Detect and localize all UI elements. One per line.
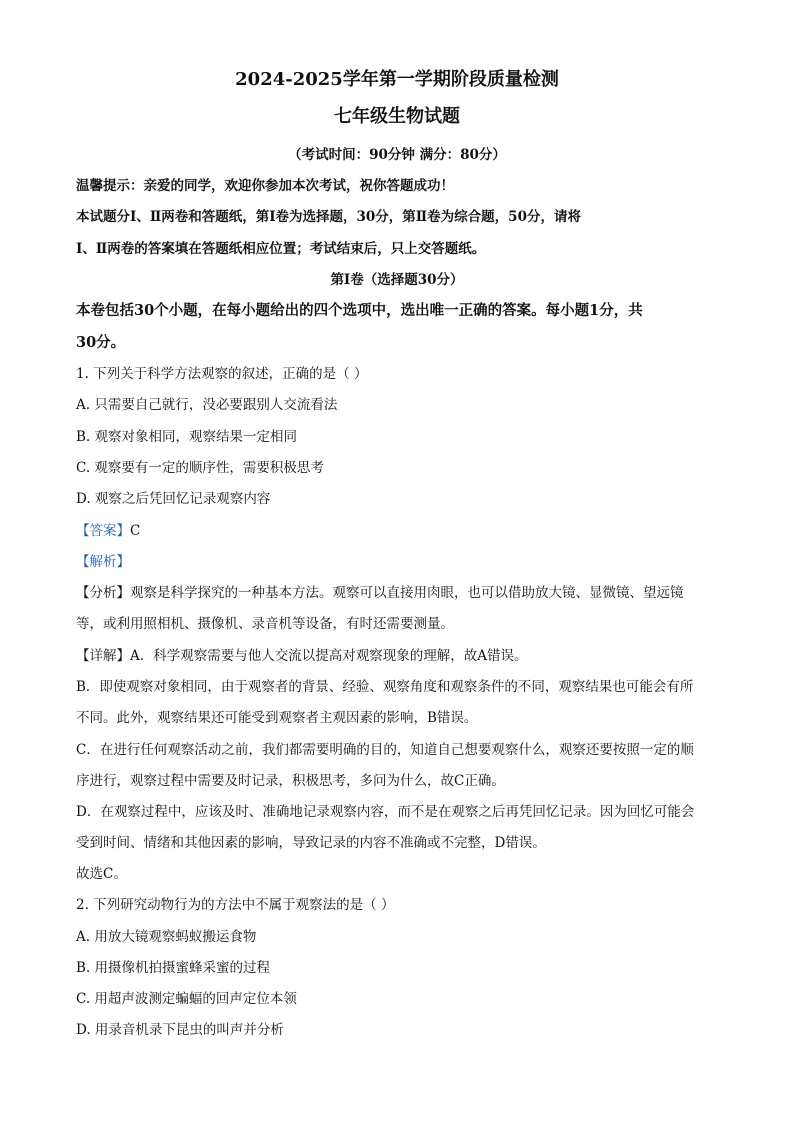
q2-option-d: D. 用录音机录下昆虫的叫声并分析 <box>76 1022 284 1038</box>
section-desc-2: 30分。 <box>76 334 126 351</box>
fenxi-line-2: 等，或利用照相机、摄像机、录音机等设备，有时还需要测量。 <box>76 616 454 632</box>
answer-tag: 【答案】 <box>76 523 130 539</box>
notice-line-1: 本试题分Ⅰ、Ⅱ两卷和答题纸，第Ⅰ卷为选择题，30分，第Ⅱ卷为综合题，50分，请将 <box>76 209 581 225</box>
analysis-tag: 【解析】 <box>76 554 130 570</box>
answer-value: C <box>130 523 141 539</box>
notice-greeting: 温馨提示：亲爱的同学，欢迎你参加本次考试，祝你答题成功！ <box>76 178 454 194</box>
section-heading: 第Ⅰ卷（选择题30分） <box>330 272 464 288</box>
xiangjie-line-8: 故选C。 <box>76 866 127 882</box>
q2-stem: 2. 下列研究动物行为的方法中不属于观察法的是（ ） <box>76 897 395 913</box>
section-desc-1: 本卷包括30个小题，在每小题给出的四个选项中，选出唯一正确的答案。每小题1分，共 <box>76 302 643 319</box>
xiangjie-line-1: 【详解】A．科学观察需要与他人交流以提高对观察现象的理解，故A错误。 <box>76 648 528 664</box>
fenxi-line-1: 【分析】观察是科学探究的一种基本方法。观察可以直接用肉眼，也可以借助放大镜、显微镜、望远镜 <box>76 585 684 601</box>
q1-option-b: B. 观察对象相同，观察结果一定相同 <box>76 429 298 445</box>
q1-option-c: C. 观察要有一定的顺序性，需要积极思考 <box>76 460 324 476</box>
xiangjie-line-2: B．即使观察对象相同，由于观察者的背景、经验、观察角度和观察条件的不同，观察结果也可能会有所 <box>76 679 694 695</box>
q1-answer-line <box>76 521 721 541</box>
q1-stem: 1. 下列关于科学方法观察的叙述，正确的是（ ） <box>76 366 368 382</box>
notice-line-2: Ⅰ、Ⅱ两卷的答案填在答题纸相应位置；考试结束后，只上交答题纸。 <box>76 241 486 257</box>
q2-option-b: B. 用摄像机拍摄蜜蜂采蜜的过程 <box>76 960 271 976</box>
xiangjie-line-6: D．在观察过程中，应该及时、准确地记录观察内容，而不是在观察之后再凭回忆记录。因为回忆可能会 <box>76 804 695 820</box>
q2-option-c: C. 用超声波测定蝙蝠的回声定位本领 <box>76 991 297 1007</box>
exam-subtitle: 七年级生物试题 <box>334 106 460 127</box>
q2-option-a: A. 用放大镜观察蚂蚁搬运食物 <box>76 929 257 945</box>
xiangjie-line-3: 不同。此外，观察结果还可能受到观察者主观因素的影响，B错误。 <box>76 710 478 726</box>
xiangjie-line-5: 序进行，观察过程中需要及时记录，积极思考，多问为什么，故C正确。 <box>76 773 505 789</box>
q1-option-d: D. 观察之后凭回忆记录观察内容 <box>76 491 271 507</box>
exam-info: （考试时间：90分钟 满分：80分） <box>288 147 506 163</box>
xiangjie-line-4: C．在进行任何观察活动之前，我们都需要明确的目的，知道自己想要观察什么，观察还要按照一定的顺 <box>76 742 694 758</box>
xiangjie-line-7: 受到时间、情绪和其他因素的影响，导致记录的内容不准确或不完整，D错误。 <box>76 835 546 851</box>
exam-title: 2024-2025学年第一学期阶段质量检测 <box>235 69 559 90</box>
q1-option-a: A. 只需要自己就行，没必要跟别人交流看法 <box>76 397 338 413</box>
